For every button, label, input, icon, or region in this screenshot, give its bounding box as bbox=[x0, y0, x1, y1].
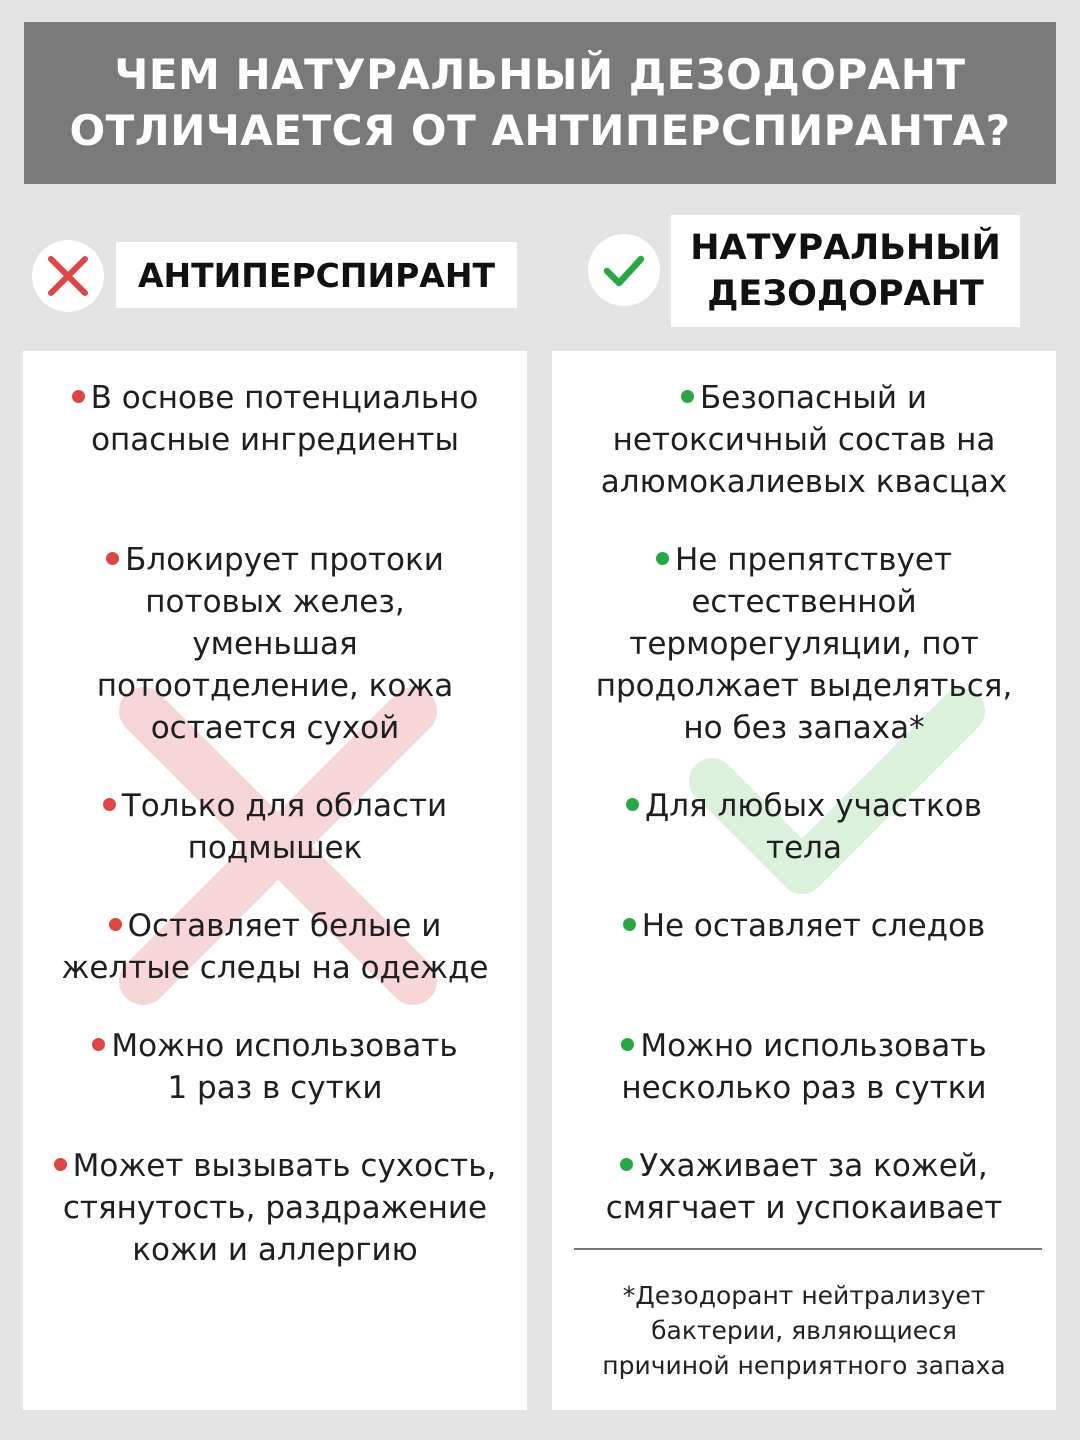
right-list-item bbox=[552, 905, 1056, 947]
item-line bbox=[35, 1145, 515, 1187]
item-text: продолжает выделяться, bbox=[595, 668, 1013, 704]
item-text: Не оставляет следов bbox=[641, 908, 986, 944]
item-text: нетоксичный состав на bbox=[612, 422, 996, 458]
left-list-item bbox=[23, 1145, 527, 1271]
item-line bbox=[564, 581, 1044, 623]
item-line bbox=[564, 827, 1044, 869]
title-line-1: ЧЕМ НАТУРАЛЬНЫЙ ДЕЗОДОРАНТ bbox=[114, 50, 966, 99]
item-line bbox=[564, 905, 1044, 947]
item-line bbox=[35, 419, 515, 461]
deodorant-label bbox=[671, 215, 1020, 327]
item-text: потоотделение, кожа bbox=[96, 668, 454, 704]
item-line bbox=[564, 623, 1044, 665]
item-text: подмышек bbox=[187, 830, 363, 866]
item-text: Блокирует протоки bbox=[125, 542, 444, 578]
bullet-dot-icon bbox=[103, 798, 116, 811]
item-line bbox=[35, 905, 515, 947]
footnote-divider bbox=[574, 1248, 1042, 1250]
check-icon bbox=[599, 245, 649, 295]
antiperspirant-label bbox=[116, 242, 517, 308]
item-line bbox=[35, 1229, 515, 1271]
footnote-line: причиной неприятного запаха bbox=[602, 1351, 1006, 1380]
bullet-dot-icon bbox=[656, 552, 669, 565]
footnote-line: *Дезодорант нейтрализует bbox=[622, 1281, 986, 1310]
bullet-dot-icon bbox=[681, 390, 694, 403]
item-text: остается сухой bbox=[150, 710, 400, 746]
item-text: 1 раз в сутки bbox=[167, 1070, 383, 1106]
deodorant-panel bbox=[552, 351, 1056, 1410]
item-text: Для любых участков bbox=[645, 788, 982, 824]
item-text: желтые следы на одежде bbox=[61, 950, 489, 986]
left-list-item bbox=[23, 539, 527, 749]
antiperspirant-panel bbox=[23, 351, 527, 1410]
left-list-item bbox=[23, 1025, 527, 1109]
item-text: Оставляет белые и bbox=[127, 908, 442, 944]
item-text: В основе потенциально bbox=[90, 380, 479, 416]
item-line bbox=[35, 539, 515, 581]
title-line-2: ОТЛИЧАЕТСЯ ОТ АНТИПЕРСПИРАНТА? bbox=[69, 106, 1011, 155]
cross-icon bbox=[45, 253, 91, 299]
bullet-dot-icon bbox=[621, 1038, 634, 1051]
left-list-item bbox=[23, 905, 527, 989]
item-text: смягчает и успокаивает bbox=[605, 1190, 1003, 1226]
item-text: кожи и аллергию bbox=[132, 1232, 418, 1268]
item-line bbox=[564, 1067, 1044, 1109]
bullet-dot-icon bbox=[54, 1158, 67, 1171]
item-text: тела bbox=[766, 830, 842, 866]
item-line bbox=[35, 581, 515, 623]
item-line bbox=[564, 419, 1044, 461]
item-line bbox=[564, 665, 1044, 707]
item-text: Можно использовать bbox=[640, 1028, 987, 1064]
item-line bbox=[35, 377, 515, 419]
bullet-dot-icon bbox=[620, 1158, 633, 1171]
bullet-dot-icon bbox=[72, 390, 85, 403]
cross-icon-badge bbox=[32, 240, 104, 312]
item-line bbox=[564, 707, 1044, 749]
item-line bbox=[35, 707, 515, 749]
item-text: Может вызывать сухость, bbox=[72, 1148, 497, 1184]
check-icon-badge bbox=[588, 234, 660, 306]
item-line bbox=[564, 461, 1044, 503]
item-text: потовых желез, bbox=[145, 584, 405, 620]
item-line bbox=[35, 623, 515, 665]
item-line bbox=[35, 785, 515, 827]
item-line bbox=[35, 1187, 515, 1229]
right-list-item bbox=[552, 539, 1056, 749]
item-text: стянутость, раздражение bbox=[62, 1190, 488, 1226]
bullet-dot-icon bbox=[92, 1038, 105, 1051]
item-text: Можно использовать bbox=[111, 1028, 458, 1064]
item-text: алюмокалиевых квасцах bbox=[600, 464, 1008, 500]
item-line bbox=[564, 1145, 1044, 1187]
footnote-line: бактерии, являющиеся bbox=[651, 1316, 957, 1345]
item-text: Не препятствует bbox=[674, 542, 953, 578]
item-line bbox=[35, 1067, 515, 1109]
item-text: опасные ингредиенты bbox=[91, 422, 459, 458]
item-line bbox=[35, 1025, 515, 1067]
item-line bbox=[564, 377, 1044, 419]
right-list-item bbox=[552, 1145, 1056, 1229]
item-text: естественной bbox=[691, 584, 917, 620]
bullet-dot-icon bbox=[626, 798, 639, 811]
right-list-item bbox=[552, 377, 1056, 503]
item-line bbox=[564, 1187, 1044, 1229]
item-text: но без запаха* bbox=[683, 710, 925, 746]
title-banner bbox=[24, 22, 1056, 184]
item-line bbox=[35, 827, 515, 869]
deodorant-label-line-1: НАТУРАЛЬНЫЙ bbox=[690, 228, 1001, 268]
left-list-item bbox=[23, 377, 527, 461]
bullet-dot-icon bbox=[106, 552, 119, 565]
item-text: Только для области bbox=[121, 788, 448, 824]
item-text: Безопасный и bbox=[700, 380, 927, 416]
item-line bbox=[35, 665, 515, 707]
bullet-dot-icon bbox=[623, 918, 636, 931]
item-line bbox=[564, 1025, 1044, 1067]
item-line bbox=[564, 539, 1044, 581]
item-text: терморегуляции, пот bbox=[629, 626, 979, 662]
item-line bbox=[564, 785, 1044, 827]
right-list-item bbox=[552, 785, 1056, 869]
bullet-dot-icon bbox=[109, 918, 122, 931]
item-text: уменьшая bbox=[192, 626, 358, 662]
item-text: Ухаживает за кожей, bbox=[639, 1148, 988, 1184]
antiperspirant-label-text: АНТИПЕРСПИРАНТ bbox=[138, 255, 495, 295]
left-list-item bbox=[23, 785, 527, 869]
item-text: несколько раз в сутки bbox=[621, 1070, 987, 1106]
deodorant-label-line-2: ДЕЗОДОРАНТ bbox=[707, 274, 984, 314]
footnote bbox=[552, 1278, 1056, 1383]
item-line bbox=[35, 947, 515, 989]
right-list-item bbox=[552, 1025, 1056, 1109]
